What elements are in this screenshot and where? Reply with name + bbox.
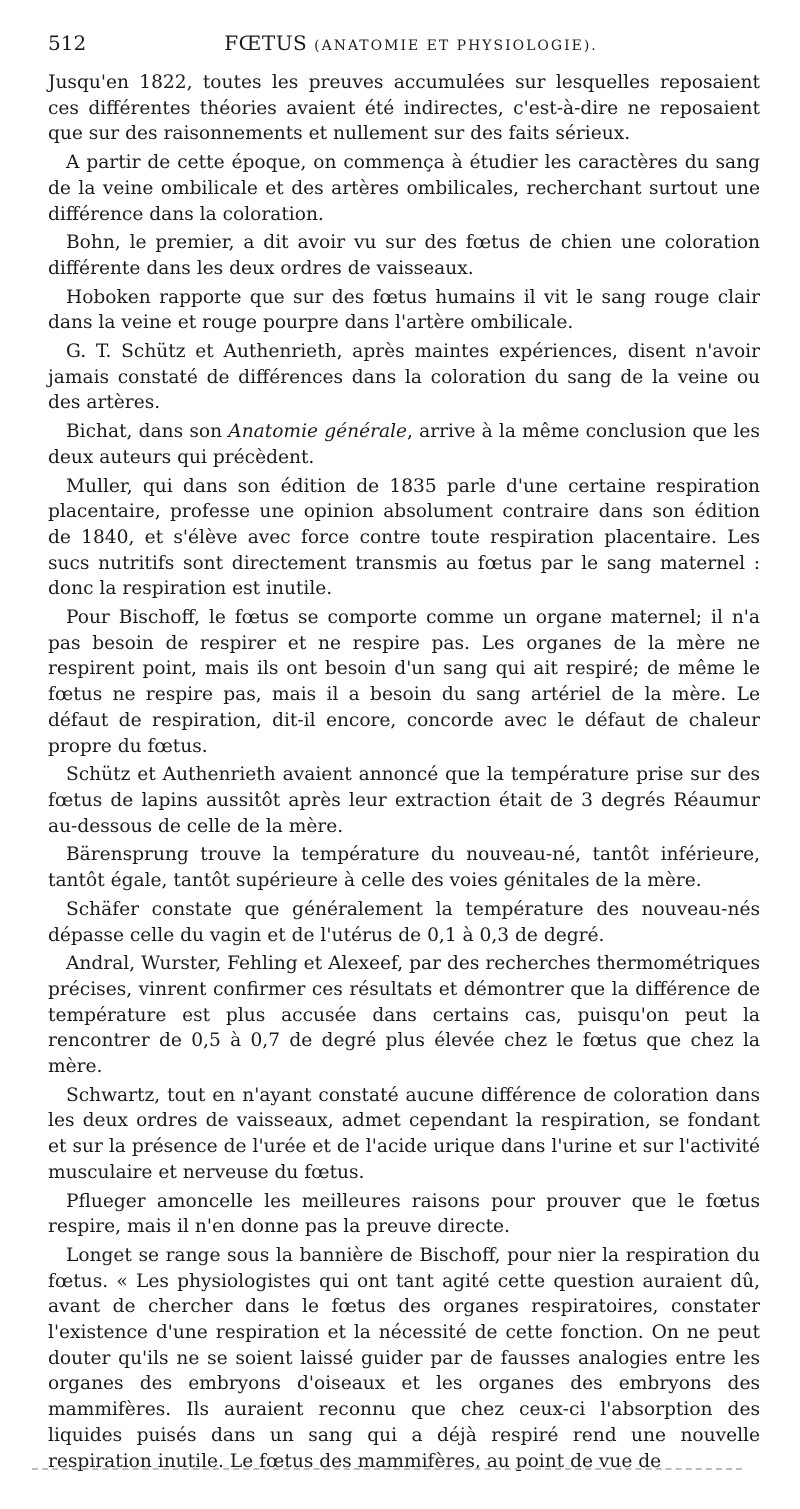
paragraph: Hoboken rapporte que sur des fœtus humains il vit le sang rouge clair dans la veine et rouge pourpre dans l'artère ombilicale. — [48, 286, 760, 334]
paragraph-bichat — [48, 419, 760, 470]
paragraph: Pflueger amoncelle les meilleures raisons pour prouver que le fœtus respire, mais il n'en donne pas la preuve directe. — [48, 1190, 760, 1238]
paragraph: G. T. Schütz et Authenrieth, après maintes expériences, disent n'avoir jamais constaté de différences dans la coloration du sang de la veine ou des artères. — [48, 341, 760, 414]
paragraph: Schwartz, tout en n'ayant constaté aucune différence de coloration dans les deux ordres de vaisseaux, admet cependant la respiration, se fondant et sur la présence de l'urée et de l'acide urique dans l'urine et sur l'activité musculaire et nerveuse du fœtus. — [48, 1084, 760, 1183]
body-text — [48, 70, 760, 1477]
running-head-subtitle: (ANATOMIE ET PHYSIOLOGIE). — [314, 38, 598, 54]
paragraph: Schäfer constate que généralement la température des nouveau-nés dépasse celle du vagin et de l'utérus de 0,1 à 0,3 de degré. — [48, 898, 760, 946]
paragraph: Pour Bischoff, le fœtus se comporte comme un organe maternel; il n'a pas besoin de respirer et ne respire pas. Les organes de la mère ne respirent point, mais ils ont besoin d'un sang qui ait respiré; de même le fœtus ne respire pas, mais il a besoin du sang artériel de la mère. Le défaut de respiration, dit-il encore, concorde avec le défaut de chaleur propre du fœtus. — [48, 607, 760, 757]
paragraph: Bärensprung trouve la température du nouveau-né, tantôt inférieure, tantôt égale, tantôt supérieure à celle des voies génitales de la mère. — [48, 844, 760, 892]
footer-divider — [32, 1468, 742, 1470]
paragraph: Andral, Wurster, Fehling et Alexeef, par des recherches thermométriques précises, vinrent confirmer ces résultats et démontrer que la différence de température est plus accusée dans certains cas, puisqu'on peut la rencontrer de 0,5 à 0,7 de degré plus élevée chez le fœtus que chez la mère. — [48, 953, 760, 1078]
paragraph: Longet se range sous la bannière de Bischoff, pour nier la respiration du fœtus. « Les physiologistes qui ont tant agité cette question auraient dû, avant de chercher dans le fœtus des organes respiratoires, constater l'existence d'une respiration et la nécessité de cette fonction. On ne peut douter qu'ils ne se soient laissé guider par de fausses analogies entre les organes des embryons d'oiseaux et les organes des embryons des mammifères. Ils auraient reconnu que chez ceux-ci l'absorption des liquides puisés dans un sang qui a déjà respiré rend une nouvelle respiration inutile. Le fœtus des mammifères, au point de vue de — [48, 1244, 760, 1472]
running-head-title: FŒTUS — [224, 31, 308, 55]
page-header — [48, 30, 760, 56]
page-number: 512 — [48, 31, 87, 55]
cited-work-title: Anatomie générale — [228, 421, 408, 443]
paragraph: Bohn, le premier, a dit avoir vu sur des fœtus de chien une coloration différente dans les deux ordres de vaisseaux. — [48, 232, 760, 279]
bichat-text-after: , arrive à la même conclusion que les deux auteurs qui précèdent. — [48, 421, 760, 468]
running-head — [48, 30, 760, 59]
paragraph: A partir de cette époque, on commença à étudier les caractères du sang de la veine ombilicale et des artères ombilicales, recherchant surtout une différence dans la coloration. — [48, 152, 760, 225]
paragraph: Jusqu'en 1822, toutes les preuves accumulées sur lesquelles reposaient ces différentes théories avaient été indirectes, c'est-à-dire ne reposaient que sur des raisonnements et nullement sur des faits sérieux. — [48, 72, 760, 145]
bichat-text-before: Bichat, dans son — [66, 421, 229, 443]
paragraph: Muller, qui dans son édition de 1835 parle d'une certaine respiration placentaire, professe une opinion absolument contraire dans son édition de 1840, et s'élève avec force contre toute respiration placentaire. Les sucs nutritifs sont directement transmis au fœtus par le sang maternel : donc la respiration est inutile. — [48, 475, 760, 600]
paragraph: Schütz et Authenrieth avaient annoncé que la température prise sur des fœtus de lapins aussitôt après leur extraction était de 3 degrés Réaumur au-dessous de celle de la mère. — [48, 764, 760, 837]
